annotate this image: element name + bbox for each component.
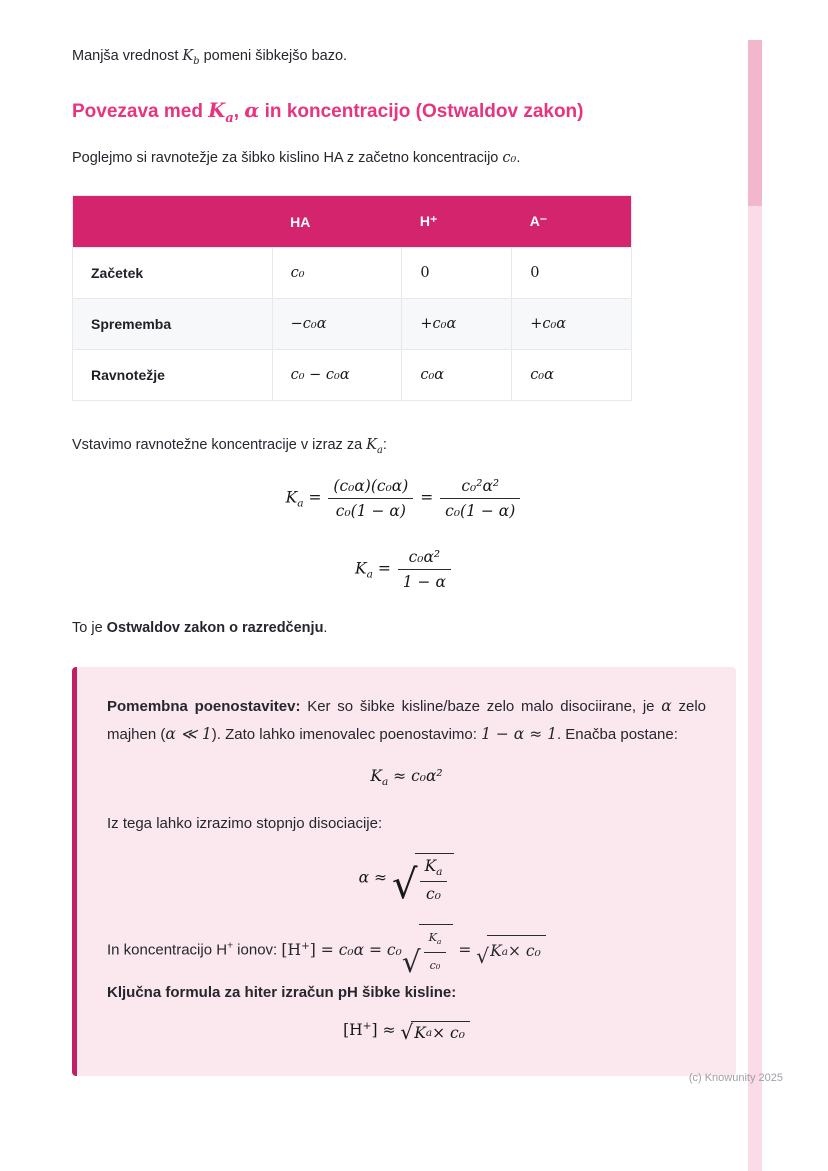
equals-sign: = <box>303 488 327 507</box>
text-segment: Poglejmo si ravnotežje za šibko kislino HA z začetno koncentracijo <box>72 150 503 167</box>
alpha-symbol: α <box>661 697 672 716</box>
text-segment: . <box>516 150 521 167</box>
lead-paragraph <box>72 148 736 169</box>
radicand <box>411 1021 470 1042</box>
ka-derivation-formula <box>72 476 736 521</box>
math-subscript: a <box>297 497 304 510</box>
watermark: (c) Knowunity 2025 <box>688 1072 783 1084</box>
important-note-callout <box>72 667 736 1076</box>
approx-sign: ≈ <box>369 868 392 887</box>
ostwald-law-formula <box>72 547 736 592</box>
math-variable: K <box>366 437 377 454</box>
math-subscript: a <box>366 568 373 581</box>
table-cell: +c₀α <box>512 299 632 350</box>
radical-sign: √ <box>476 944 490 969</box>
text-segment: To je <box>72 620 107 637</box>
denominator: c₀ <box>429 959 441 973</box>
intro-paragraph <box>72 46 736 69</box>
denominator: c₀(1 − α) <box>335 502 406 521</box>
math-variable: K <box>370 767 382 786</box>
ka-simplified-formula <box>107 767 706 788</box>
table-row-equilibrium <box>73 350 632 401</box>
math-variable: K <box>208 99 226 123</box>
radicand <box>419 924 454 977</box>
alpha-symbol: α <box>358 868 370 887</box>
math-subscript: a <box>436 937 442 947</box>
text-segment: pomeni šibkejšo bazo. <box>199 48 348 64</box>
equals-sign: = <box>453 940 477 959</box>
numerator <box>420 856 448 882</box>
math-variable: K <box>182 48 194 64</box>
fraction <box>424 927 447 977</box>
numerator: c₀²α² <box>440 476 520 499</box>
approx-sign: ≈ <box>388 767 412 786</box>
ostwald-paragraph <box>72 618 736 639</box>
table-header-ha: HA <box>272 196 402 248</box>
math-subscript: a <box>425 1026 433 1039</box>
table-cell: 0 <box>402 248 512 299</box>
math-subscript: a <box>436 866 443 879</box>
math-subscript: b <box>193 55 200 67</box>
text-segment: zelo majhen ( <box>107 698 706 744</box>
radicand <box>487 935 546 966</box>
math-variable: K <box>355 559 367 578</box>
numerator: c₀α² <box>398 547 451 570</box>
text-segment: Manjša vrednost <box>72 48 183 64</box>
math-variable: K <box>428 931 437 945</box>
dissociation-paragraph: Iz tega lahko izrazimo stopnjo disociacije: <box>107 815 383 833</box>
radical-sign: √ <box>401 945 421 980</box>
bracket: [H <box>281 940 301 959</box>
denominator: 1 − α <box>402 573 446 592</box>
equals-sign: = <box>372 559 396 578</box>
superscript-plus: + <box>300 939 310 952</box>
text-segment: . Enačba postane: <box>556 726 678 744</box>
math-subscript: a <box>501 945 509 958</box>
callout-bold-label: Pomembna poenostavitev: <box>107 698 301 716</box>
h-plus-key-formula <box>107 1020 706 1042</box>
math-variable: K <box>490 942 502 961</box>
numerator <box>424 927 447 953</box>
math-variable: K <box>414 1023 426 1042</box>
table-header-h-plus: H⁺ <box>402 196 512 248</box>
denominator: c₀ <box>426 885 441 904</box>
superscript-plus: + <box>362 1020 372 1033</box>
document-content <box>72 46 736 1076</box>
approx-sign: ] ≈ <box>371 1021 401 1040</box>
text-segment: In koncentracijo H <box>107 941 228 959</box>
fraction <box>420 856 448 904</box>
radical-sign: √ <box>400 1019 414 1044</box>
table-cell: c₀ <box>272 248 402 299</box>
numerator: (c₀α)(c₀α) <box>328 476 413 499</box>
inline-math <box>281 931 545 980</box>
square-root <box>400 1021 470 1042</box>
bracket: [H <box>343 1021 363 1040</box>
text-segment: : <box>382 437 387 454</box>
square-root <box>476 935 546 969</box>
table-row-change <box>73 299 632 350</box>
radicand <box>415 853 455 904</box>
math-variable: K <box>424 857 437 876</box>
table-cell: c₀α <box>402 350 512 401</box>
section-heading <box>72 99 736 126</box>
table-cell: +c₀α <box>402 299 512 350</box>
equals-sign: = <box>415 488 439 507</box>
c0-symbol: c₀ <box>502 150 517 167</box>
key-formula-label: Ključna formula za hiter izračun pH šibke kisline: <box>107 984 457 1002</box>
table-cell: −c₀α <box>272 299 402 350</box>
table-header-empty <box>73 196 273 248</box>
math-variable: K <box>285 488 298 507</box>
square-root <box>401 924 454 980</box>
text-segment: . <box>323 620 328 637</box>
simplification-paragraph <box>107 693 706 749</box>
math-expression: c₀α <box>338 940 365 959</box>
table-cell: c₀ − c₀α <box>272 350 402 401</box>
math-expression: α ≪ 1 <box>165 725 212 744</box>
text-segment: ionov: <box>233 941 282 959</box>
table-cell: 0 <box>512 248 632 299</box>
math-expression: × c₀ <box>432 1023 465 1042</box>
math-expression: 1 − α ≈ 1 <box>481 725 557 744</box>
row-label: Sprememba <box>73 299 273 350</box>
text-segment: , <box>233 101 245 123</box>
text-segment: Povezava med <box>72 101 209 123</box>
table-header-row <box>73 196 632 248</box>
alpha-symbol: α <box>244 99 260 123</box>
fraction <box>328 476 413 521</box>
insert-paragraph <box>72 435 736 458</box>
table-cell: c₀α <box>512 350 632 401</box>
superscript-plus: + <box>227 940 234 952</box>
math-expression: × c₀ <box>508 942 541 961</box>
equals-sign: = <box>364 940 387 959</box>
text-segment: ). Zato lahko imenovalec poenostavimo: <box>211 726 482 744</box>
row-label: Ravnotežje <box>73 350 273 401</box>
ostwald-law-name: Ostwaldov zakon o razredčenju <box>106 620 324 637</box>
page-edge-decoration-top <box>748 40 762 206</box>
ice-table <box>72 195 632 401</box>
math-subscript: a <box>381 776 389 789</box>
radical-sign: √ <box>391 860 418 908</box>
equals-sign: ] = <box>309 940 339 959</box>
ka-symbol <box>208 99 234 127</box>
fraction <box>398 547 451 592</box>
row-label: Začetek <box>73 248 273 299</box>
fraction <box>440 476 520 521</box>
alpha-approx-formula <box>107 853 706 908</box>
table-row-start <box>73 248 632 299</box>
math-expression: c₀α² <box>411 767 443 786</box>
ka-symbol <box>366 437 383 456</box>
text-segment: Ker so šibke kisline/baze zelo malo disociirane, je <box>300 698 662 716</box>
math-variable: c₀ <box>386 940 402 959</box>
page-edge-decoration <box>748 40 762 1171</box>
denominator: c₀(1 − α) <box>445 502 516 521</box>
text-segment: in koncentracijo (Ostwaldov zakon) <box>259 101 584 123</box>
math-subscript: a <box>225 111 234 127</box>
table-header-a-minus: A⁻ <box>512 196 632 248</box>
square-root <box>391 853 455 908</box>
math-subscript: a <box>377 444 383 456</box>
text-segment: Vstavimo ravnotežne koncentracije v izraz za <box>72 437 367 454</box>
h-ion-concentration-line <box>107 924 706 980</box>
kb-symbol <box>182 48 200 67</box>
